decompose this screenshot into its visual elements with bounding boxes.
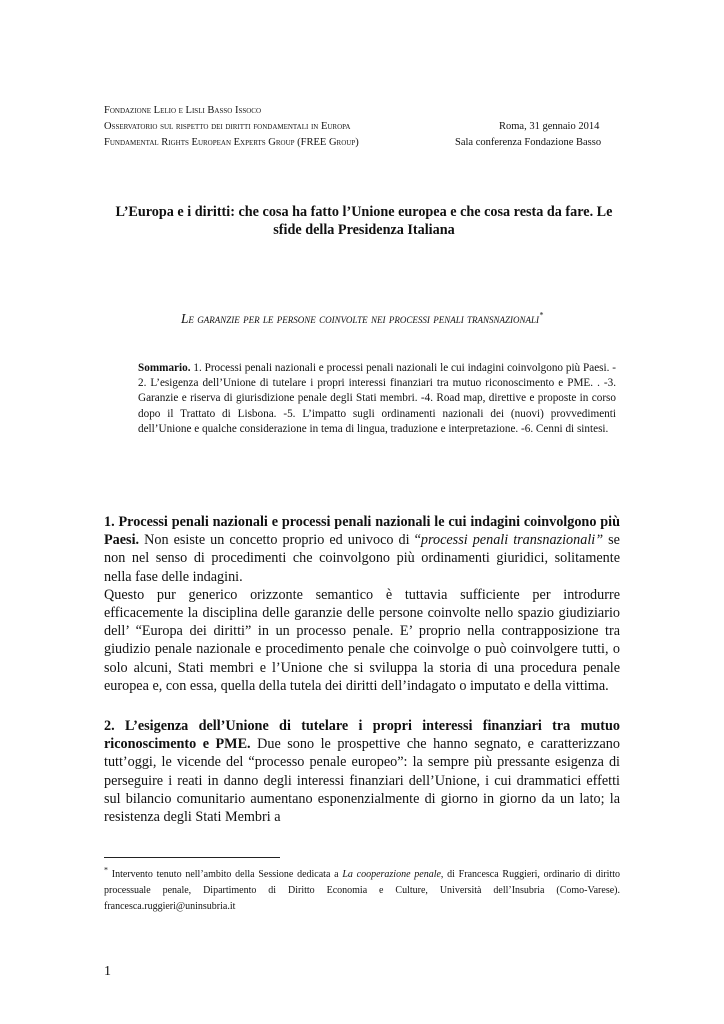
section-1-emphasis: processi penali transnazionali”	[420, 532, 604, 549]
section-1-paragraph-1	[104, 513, 620, 586]
summary-label: Sommario.	[138, 362, 191, 374]
header-foundation: Fondazione Lelio e Lisli Basso Issoco	[104, 105, 262, 116]
section-1-text-b: se non nel senso di procedimenti che coinvolgono più ordinamenti giuridici, solitamente nella fase delle indagini.	[104, 532, 620, 585]
document-title: L’Europa e i diritti: che cosa ha fatto l’Unione europea e che cosa resta da fare. Le sfide della Presidenza Italiana	[115, 204, 613, 238]
section-1-heading: 1. Processi penali nazionali e processi penali nazionali le cui indagini coinvolgono più Paesi.	[104, 514, 620, 549]
subtitle-text: Le garanzie per le persone coinvolte nei processi penali transnazionali	[180, 311, 540, 326]
paper-subtitle	[104, 310, 620, 328]
section-2-heading: 2. L’esigenza dell’Unione di tutelare i propri interessi finanziari tra mutuo riconoscimento e PME.	[104, 718, 620, 753]
subtitle-footnote-mark: *	[539, 310, 544, 320]
section-1	[104, 513, 620, 695]
footnote-divider	[104, 857, 280, 858]
footnote	[104, 867, 620, 915]
summary-text: 1. Processi penali nazionali e processi penali nazionali le cui indagini coinvolgono più Paesi. - 2. L’esigenza dell’Unione di tutelare i propri interessi finanziari tra mutuo riconoscimento e PME. . -3. Garanzie e riserva di giurisdizione penale degli Stati membri. -4. Road map, direttive e proposte in corso dopo il Trattato di Lisbona. -5. L’impatto sugli ordinamenti nazionali dei (nuovi) provvedimenti dell’Unione e qualche considerazione in tema di lingua, traduzione e interpretazione. -6. Cenni di sintesi.	[138, 362, 616, 435]
page-number: 1	[104, 964, 111, 979]
header-observatory: Osservatorio sul rispetto dei diritti fondamentali in Europa	[104, 121, 351, 132]
footnote-text-b: , di Francesca Ruggieri, ordinario di diritto processuale penale, Dipartimento di Diritto Economia e Culture, Università dell’Insubria (Como-Varese). francesca.ruggieri@uninsubria.it	[104, 869, 621, 912]
footnote-text-a: Intervento tenuto nell’ambito della Sessione dedicata a	[108, 869, 343, 880]
section-2-paragraph	[104, 717, 620, 826]
section-1-paragraph-2: Questo pur generico orizzonte semantico è tuttavia sufficiente per introdurre efficacemente la disciplina delle garanzie delle persone coinvolte nello spazio giudiziario dell’ “Europa dei diritti” in un processo penale. E’ proprio nella contrapposizione tra giudizio penale nazionale e procedimento penale che coinvolge o può coinvolgere tutti, o solo alcuni, Stati membri e l’Unione che si sviluppa la storia di una procedura penale europea e, con essa, quella della tutela dei diritti dell’indagato o imputato e della vittima.	[104, 586, 620, 694]
section-2	[104, 717, 620, 826]
summary-abstract	[138, 361, 616, 437]
footnote-session-title: La cooperazione penale	[342, 869, 441, 880]
section-2-text: Due sono le prospettive che hanno segnato, e caratterizzano tutt’oggi, le vicende del “processo penale europeo”: la sempre più pressante esigenza di perseguire i reati in danno degli interessi finanziari dell’Unione, i cui drammatici effetti sul bilancio comunitario aumentano esponenzialmente di giorno in giorno da un lato; la resistenza degli Stati Membri a	[104, 736, 620, 826]
section-1-text-a: Non esiste un concetto proprio ed univoco di “	[139, 532, 421, 549]
header-free-group: Fundamental Rights European Experts Group (FREE Group)	[104, 137, 359, 148]
footnote-mark: *	[104, 865, 108, 875]
header-date: Roma, 31 gennaio 2014	[499, 121, 600, 132]
header-venue: Sala conferenza Fondazione Basso	[455, 137, 602, 148]
